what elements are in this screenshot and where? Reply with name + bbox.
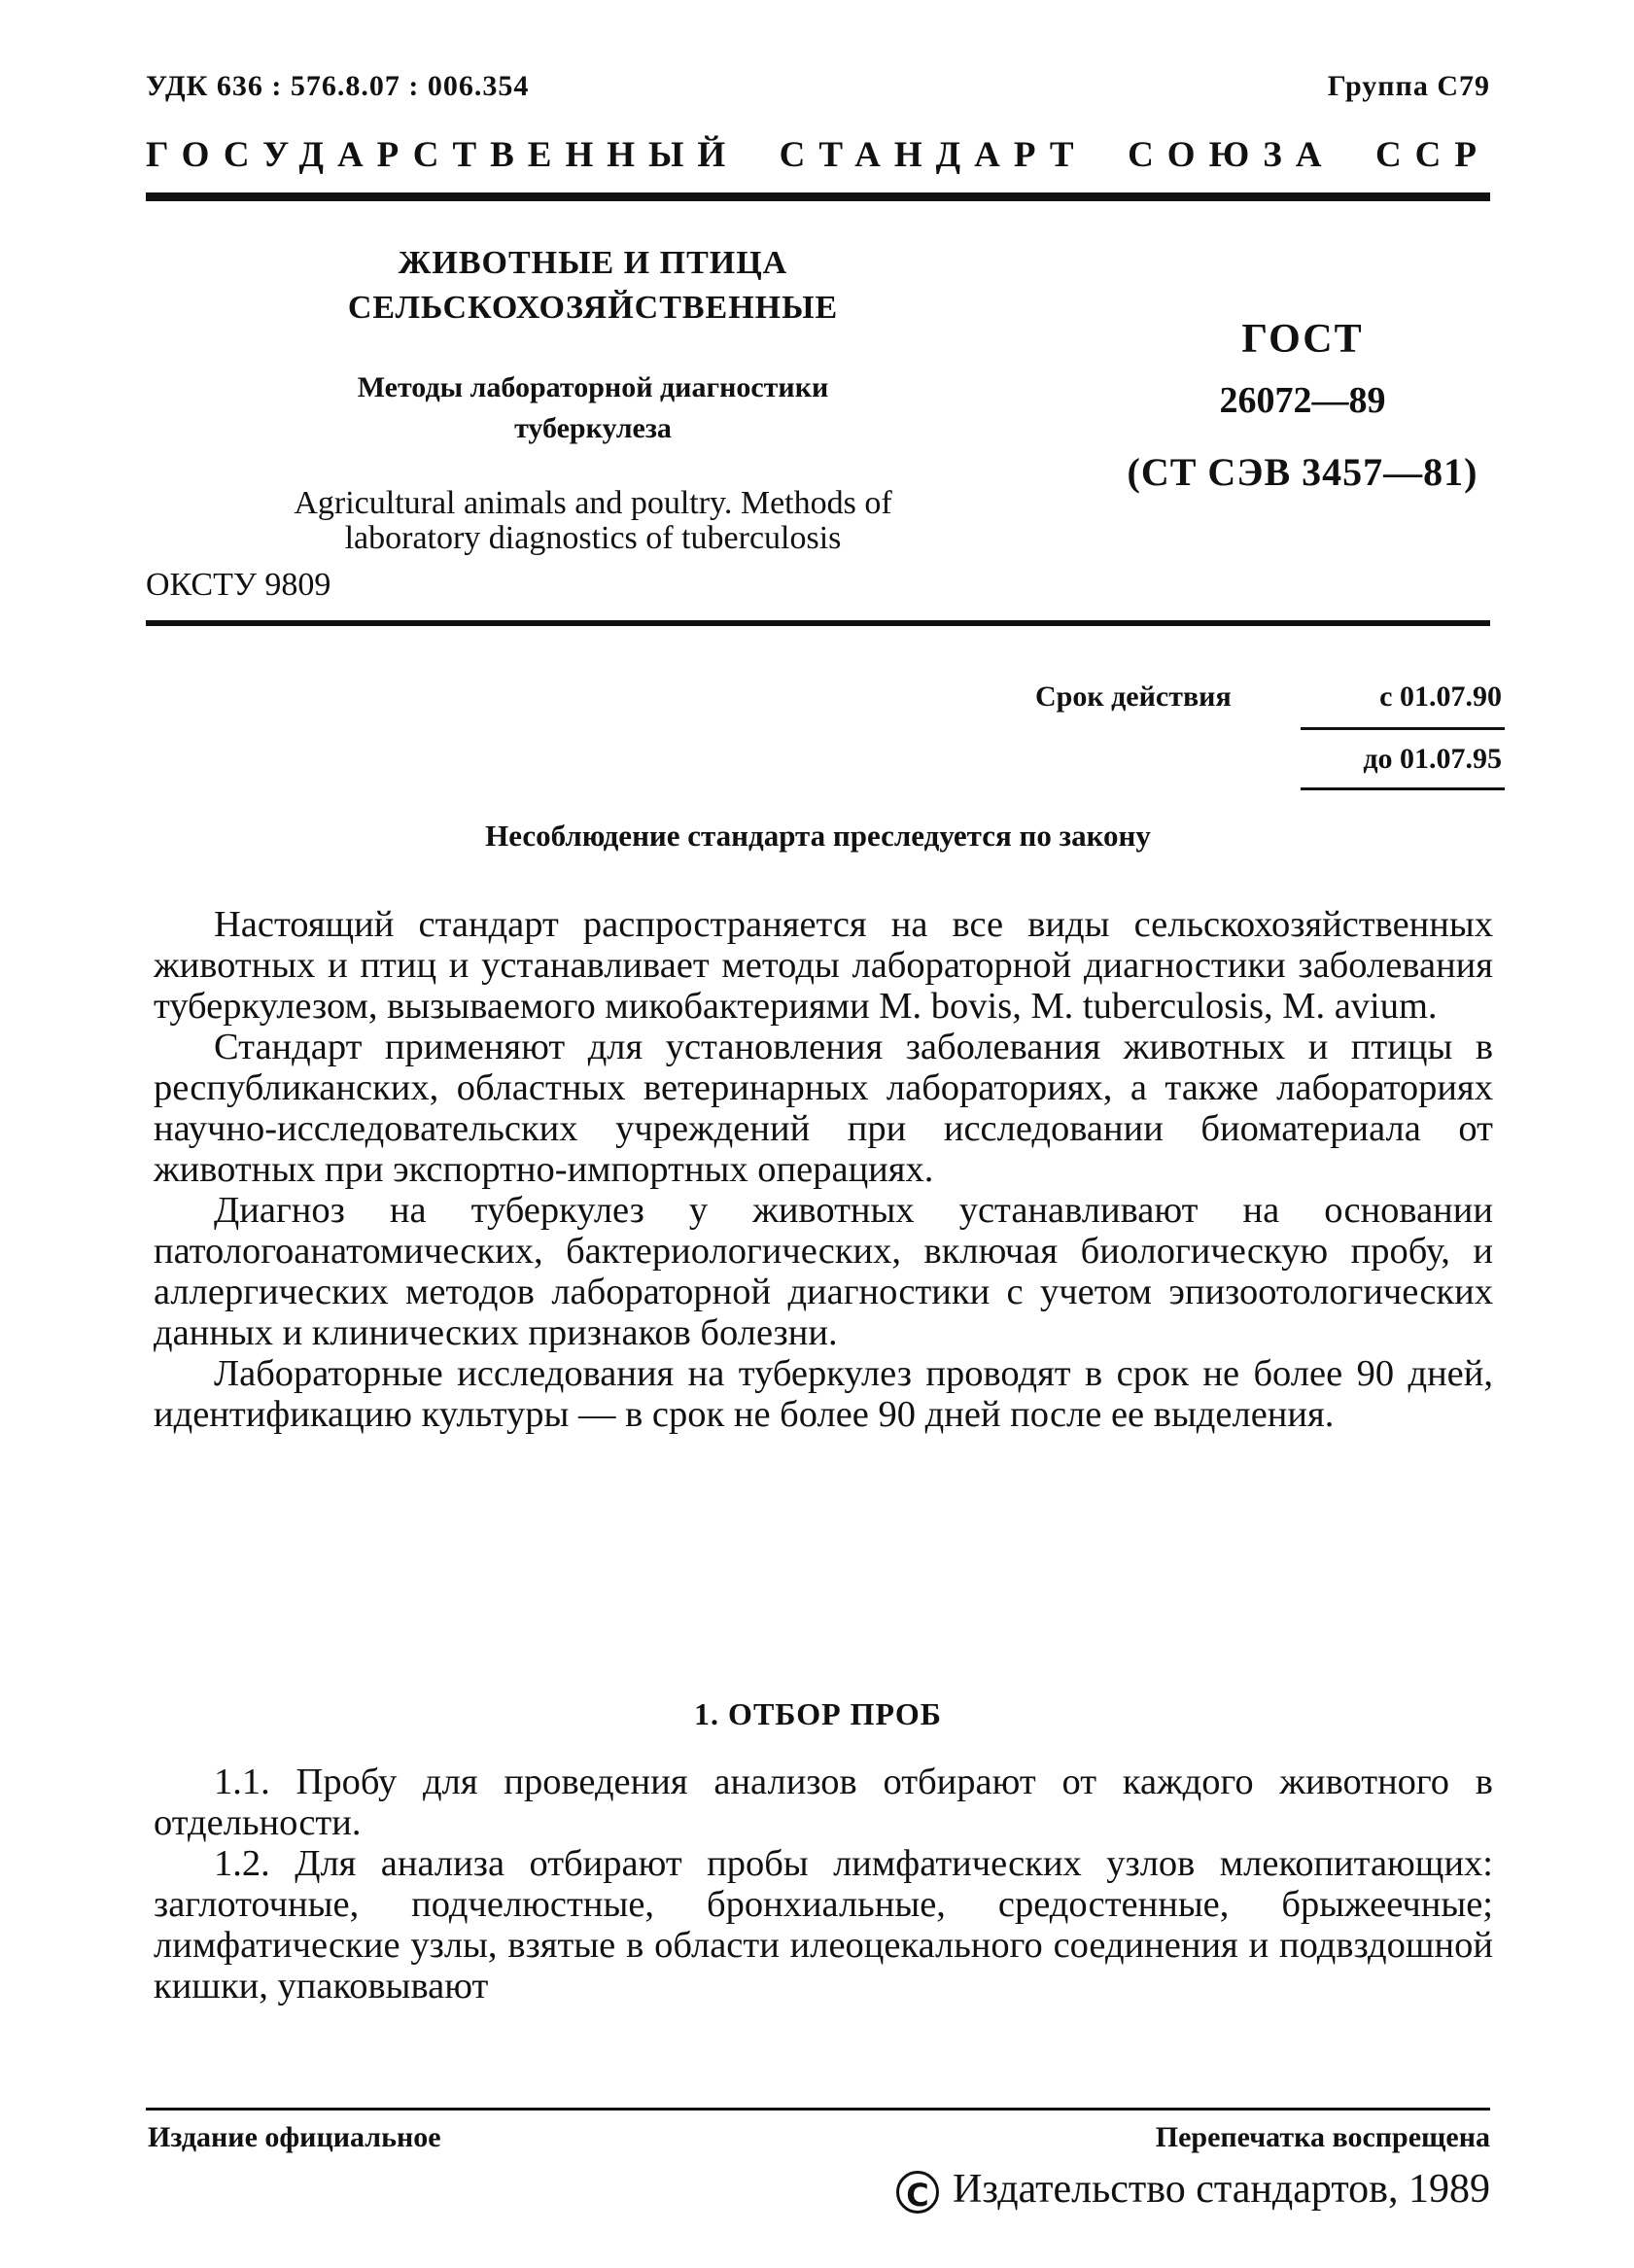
publisher: Издательство стандартов, 1989 bbox=[953, 2167, 1490, 2212]
validity-label: Срок действия bbox=[1035, 680, 1232, 713]
validity-divider bbox=[1301, 727, 1505, 730]
intro-paragraph: Стандарт применяют для установления заболевания животных и птицы в республиканских, областных ветеринарных лабораториях, а также лабораториях научно-исследовательских учреждений при исследовании биоматериала от животных при экспортно-импортных операциях. bbox=[154, 1027, 1493, 1190]
english-title bbox=[194, 486, 991, 556]
section-paragraph: 1.2. Для анализа отбирают пробы лимфатических узлов млекопитающих: заглоточные, подчелюстные, бронхиальные, средостенные, брыжеечные; лимфатические узлы, взятые в области илеоцекального соединения и подвздошной кишки, упаковывают bbox=[154, 1843, 1493, 2006]
legal-warning: Несоблюдение стандарта преследуется по закону bbox=[485, 819, 1151, 853]
subtitle-line-2: туберкулеза bbox=[514, 412, 672, 444]
subtitle-line-1: Методы лабораторной диагностики bbox=[357, 371, 829, 403]
title-line-2: СЕЛЬСКОХОЗЯЙСТВЕННЫЕ bbox=[347, 290, 839, 326]
udk-code: УДК 636 : 576.8.07 : 006.354 bbox=[146, 70, 530, 102]
title-rule bbox=[146, 620, 1490, 626]
title-line-1: ЖИВОТНЫЕ И ПТИЦА bbox=[398, 245, 788, 281]
intro-paragraph: Диагноз на туберкулез у животных устанавливают на основании патологоанатомических, бактериологических, включая биологическую пробу, и аллергических методов лабораторной диагностики с учетом эпизоотологических данных и клинических признаков болезни. bbox=[154, 1190, 1493, 1353]
copyright-icon: С bbox=[896, 2171, 939, 2214]
section-1-body bbox=[154, 1762, 1493, 2006]
copyright bbox=[896, 2166, 1490, 2214]
state-standard-banner: ГОСУДАРСТВЕННЫЙ СТАНДАРТ СОЮЗА ССР bbox=[146, 135, 1490, 175]
group-code: Группа С79 bbox=[1327, 70, 1490, 102]
intro-paragraph: Настоящий стандарт распространяется на все виды сельскохозяйственных животных и птиц и устанавливает методы лабораторной диагностики заболевания туберкулезом, вызываемого микобактериями M. bovis, M. tuberculosis, M. avium. bbox=[154, 904, 1493, 1027]
english-title-line-2: laboratory diagnostics of tuberculosis bbox=[344, 520, 842, 556]
gost-number: 26072—89 bbox=[1219, 380, 1386, 421]
official-edition: Издание официальное bbox=[148, 2121, 441, 2153]
header-rule bbox=[146, 192, 1490, 201]
validity-underline bbox=[1301, 787, 1505, 790]
section-heading: 1. ОТБОР ПРОБ bbox=[694, 1696, 942, 1731]
document-subtitle bbox=[194, 367, 991, 449]
gost-label: ГОСТ bbox=[1241, 317, 1364, 362]
intro-paragraph: Лабораторные исследования на туберкулез проводят в срок не более 90 дней, идентификацию культуры — в срок не более 90 дней после ее выделения. bbox=[154, 1353, 1493, 1435]
english-title-line-1: Agricultural animals and poultry. Methods of bbox=[294, 485, 892, 521]
validity-to: до 01.07.95 bbox=[1363, 743, 1502, 775]
document-title bbox=[194, 241, 991, 331]
okstu-code: ОКСТУ 9809 bbox=[146, 567, 331, 603]
section-paragraph: 1.1. Пробу для проведения анализов отбирают от каждого животного в отдельности. bbox=[154, 1762, 1493, 1843]
validity-from: с 01.07.90 bbox=[1379, 680, 1502, 713]
st-sev-number: (СТ СЭВ 3457—81) bbox=[1127, 450, 1478, 494]
reprint-prohibited: Перепечатка воспрещена bbox=[1155, 2121, 1490, 2153]
intro-section bbox=[154, 904, 1493, 1435]
footer-rule bbox=[146, 2108, 1490, 2111]
